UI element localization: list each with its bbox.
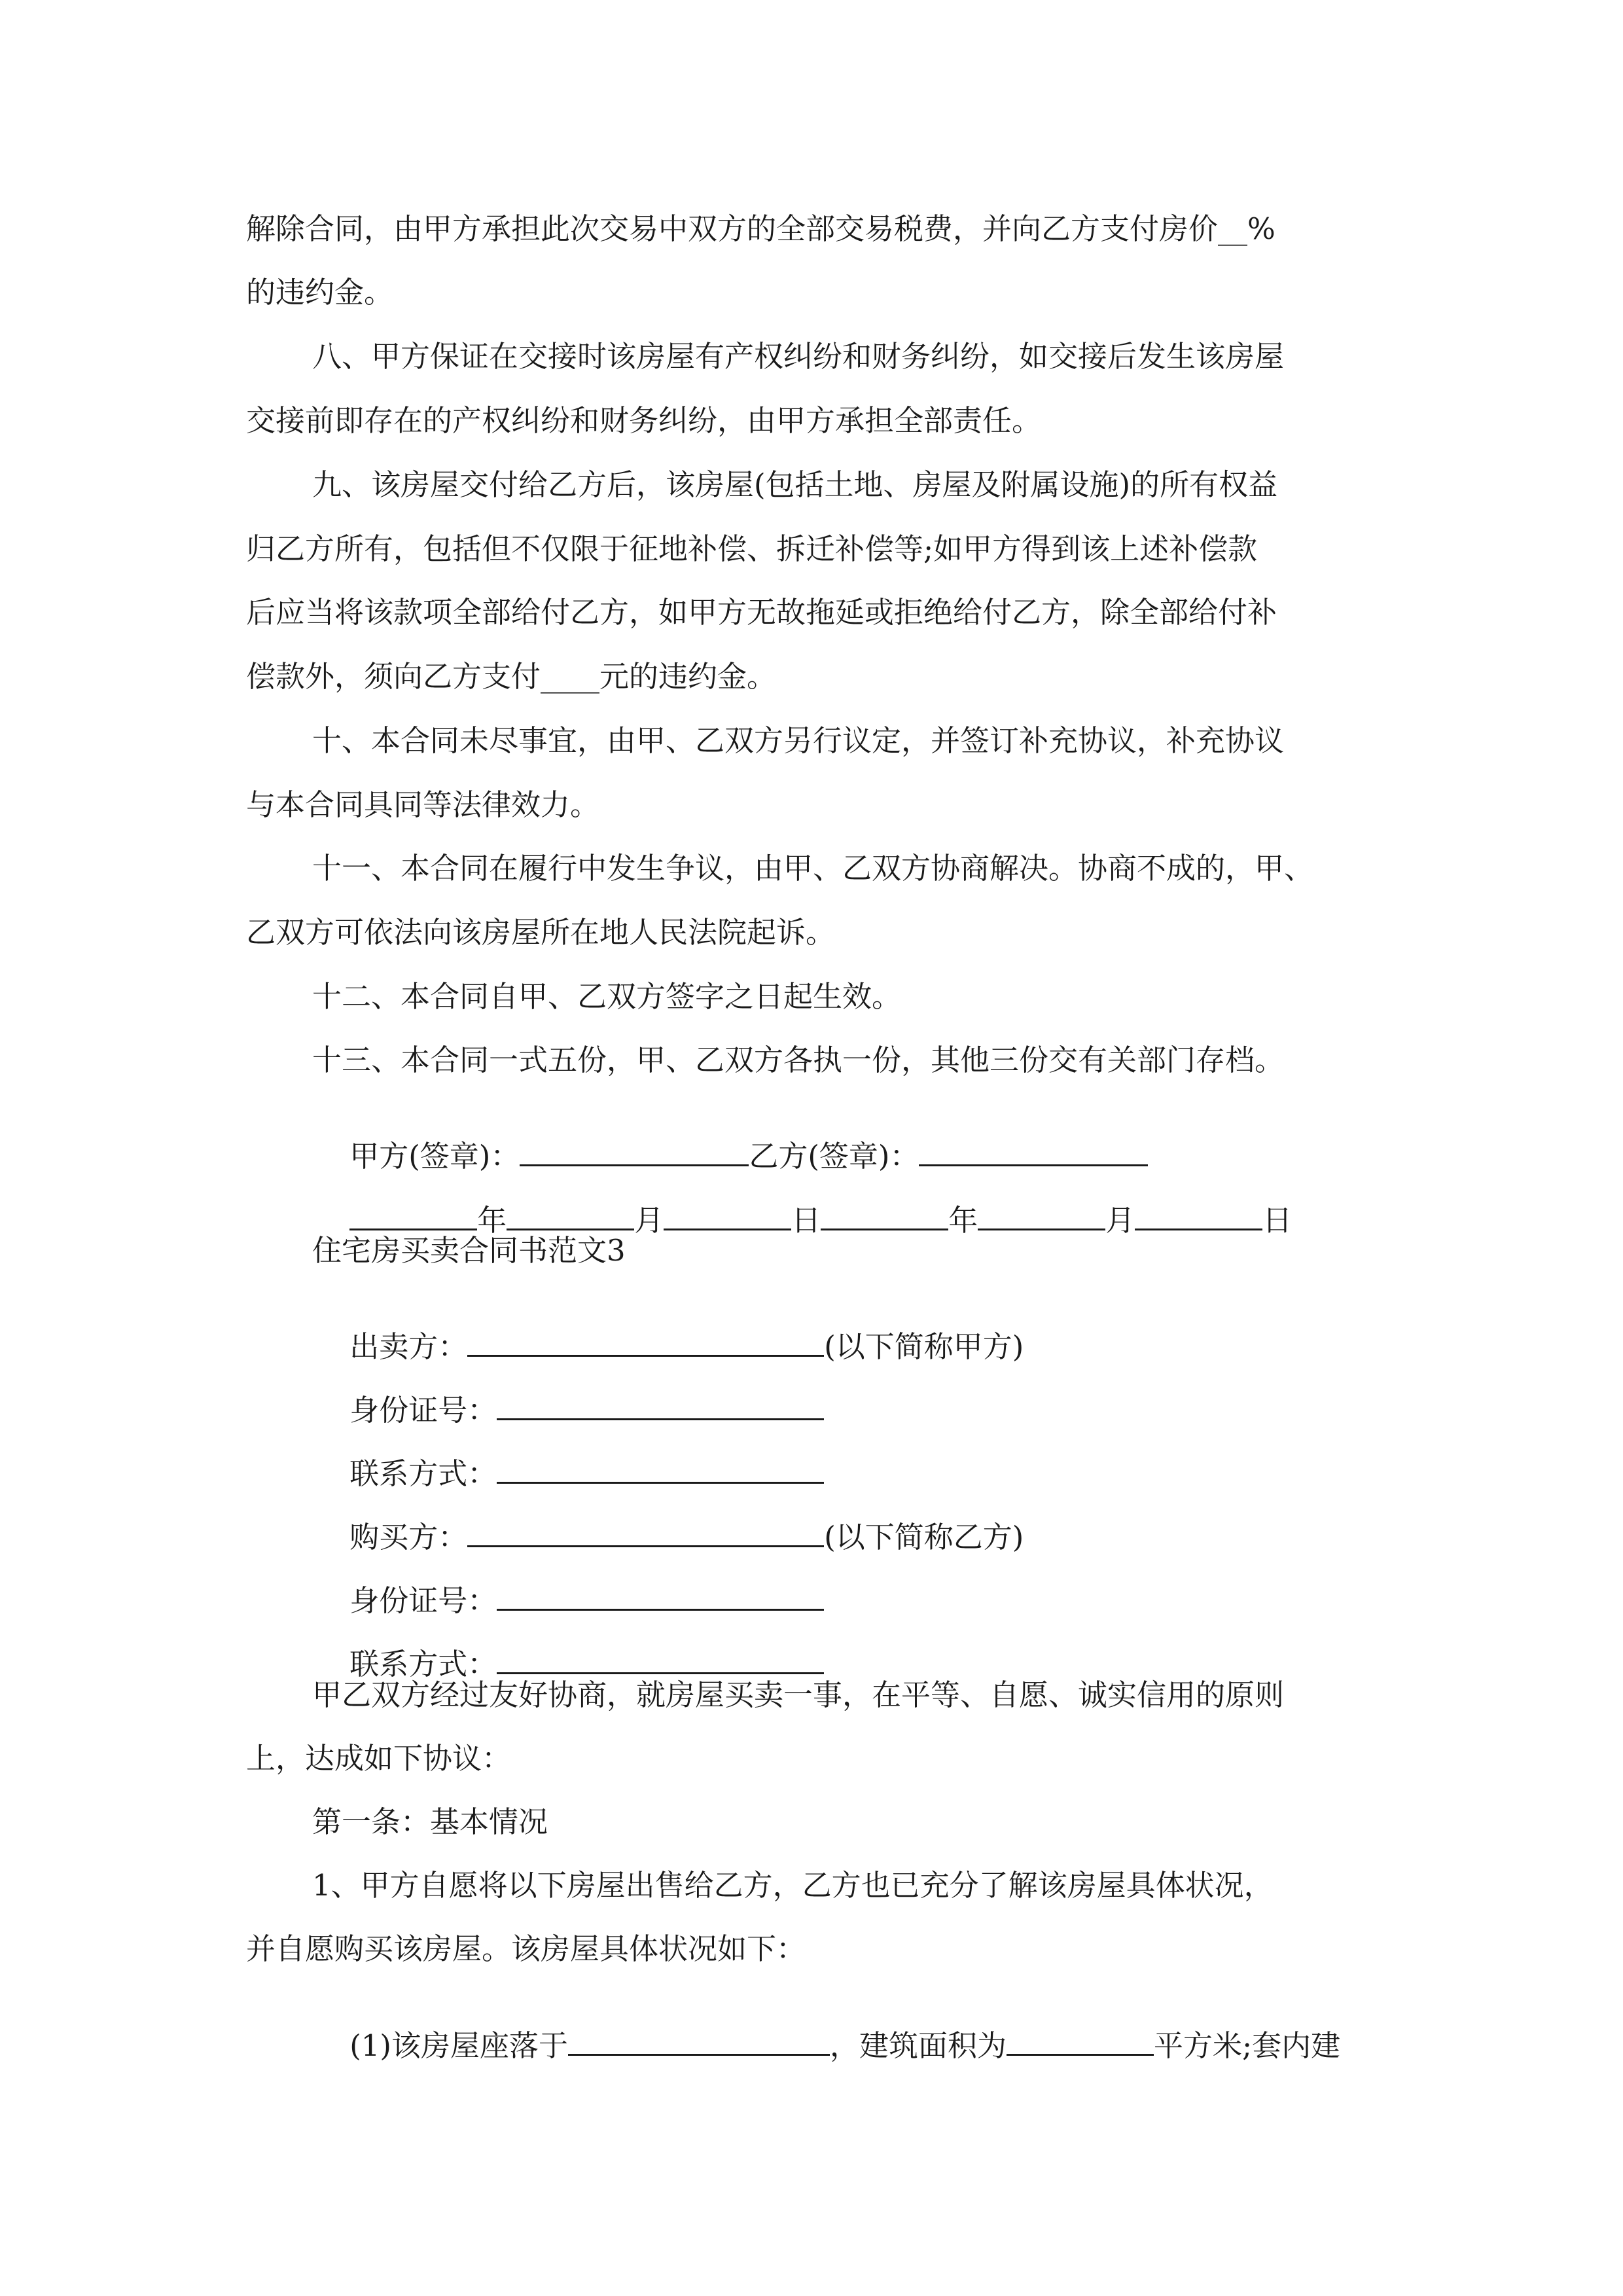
buyer-name-blank[interactable] — [467, 1519, 824, 1547]
party-b-year-blank[interactable] — [821, 1202, 948, 1230]
intro-line2: 上，达成如下协议： — [246, 1741, 512, 1776]
item1-1-row — [312, 1998, 1340, 2090]
area-unit: 平方米;套内建 — [1153, 2028, 1341, 2063]
month-label: 月 — [1105, 1203, 1135, 1238]
intro-line1: 甲乙双方经过友好协商，就房屋买卖一事，在平等、自愿、诚实信用的原则 — [312, 1677, 1285, 1712]
clause7-tail-line2: 的违约金。 — [246, 275, 394, 310]
buyer-label: 购买方： — [349, 1520, 468, 1554]
day-label: 日 — [1262, 1203, 1293, 1238]
party-b-sign-blank[interactable] — [919, 1138, 1148, 1166]
article1-heading: 第一条：基本情况 — [312, 1804, 548, 1839]
clause8-line1: 八、甲方保证在交接时该房屋有产权纠纷和财务纠纷，如交接后发生该房屋 — [312, 339, 1285, 374]
party-b-month-blank[interactable] — [978, 1202, 1105, 1230]
clause9-line2: 归乙方所有，包括但不仅限于征地补偿、拆迁补偿等;如甲方得到该上述补偿款 — [246, 531, 1258, 566]
seller-name-blank[interactable] — [467, 1329, 824, 1357]
seller-id-blank[interactable] — [497, 1392, 824, 1420]
day-label: 日 — [791, 1203, 821, 1238]
clause9-line1: 九、该房屋交付给乙方后，该房屋(包括土地、房屋及附属设施)的所有权益 — [312, 467, 1278, 502]
clause11-line1: 十一、本合同在履行中发生争议，由甲、乙双方协商解决。协商不成的，甲、 — [312, 851, 1314, 886]
seller-contact-blank[interactable] — [497, 1456, 824, 1484]
clause8-line2: 交接前即存在的产权纠纷和财务纠纷，由甲方承担全部责任。 — [246, 403, 1042, 438]
clause7-tail-line1: 解除合同，由甲方承担此次交易中双方的全部交易税费，并向乙方支付房价__% — [246, 211, 1275, 246]
clause10-line1: 十、本合同未尽事宜，由甲、乙双方另行议定，并签订补充协议，补充协议 — [312, 723, 1285, 758]
party-a-month-blank[interactable] — [507, 1202, 634, 1230]
contact-label: 联系方式： — [349, 1647, 497, 1681]
item1-line1: 1、甲方自愿将以下房屋出售给乙方，乙方也已充分了解该房屋具体状况， — [312, 1868, 1274, 1903]
seller-note: (以下简称甲方) — [824, 1329, 1024, 1364]
buyer-contact-blank[interactable] — [497, 1646, 824, 1674]
seller-label: 出卖方： — [349, 1329, 468, 1364]
year-label: 年 — [948, 1203, 978, 1238]
buyer-id-blank[interactable] — [497, 1583, 824, 1611]
area-blank[interactable] — [1007, 2028, 1154, 2056]
id-label: 身份证号： — [349, 1393, 497, 1427]
location-label: (1)该房屋座落于 — [349, 2028, 568, 2063]
buyer-note: (以下简称乙方) — [824, 1520, 1024, 1554]
party-a-sign-label: 甲方(签章)： — [349, 1139, 520, 1174]
item1-line2: 并自愿购买该房屋。该房屋具体状况如下： — [246, 1931, 806, 1966]
area-label: ，建筑面积为 — [829, 2028, 1007, 2063]
month-label: 月 — [634, 1203, 664, 1238]
clause9-line3: 后应当将该款项全部给付乙方，如甲方无故拖延或拒绝给付乙方，除全部给付补 — [246, 595, 1277, 630]
party-a-sign-blank[interactable] — [520, 1138, 749, 1166]
year-label: 年 — [477, 1203, 507, 1238]
contact-label: 联系方式： — [349, 1456, 497, 1491]
party-b-sign-label: 乙方(签章)： — [749, 1139, 919, 1174]
party-a-day-blank[interactable] — [664, 1202, 791, 1230]
clause10-line2: 与本合同具同等法律效力。 — [246, 787, 600, 822]
location-blank[interactable] — [568, 2028, 830, 2056]
clause9-line4: 偿款外，须向乙方支付____元的违约金。 — [246, 659, 777, 694]
clause12: 十二、本合同自甲、乙双方签字之日起生效。 — [312, 979, 902, 1014]
party-a-year-blank[interactable] — [349, 1202, 477, 1230]
template3-title: 住宅房买卖合同书范文3 — [312, 1233, 626, 1268]
clause11-line2: 乙双方可依法向该房屋所在地人民法院起诉。 — [246, 915, 836, 950]
party-b-day-blank[interactable] — [1135, 1202, 1262, 1230]
clause13: 十三、本合同一式五份，甲、乙双方各执一份，其他三份交有关部门存档。 — [312, 1043, 1285, 1077]
id-label: 身份证号： — [349, 1583, 497, 1618]
